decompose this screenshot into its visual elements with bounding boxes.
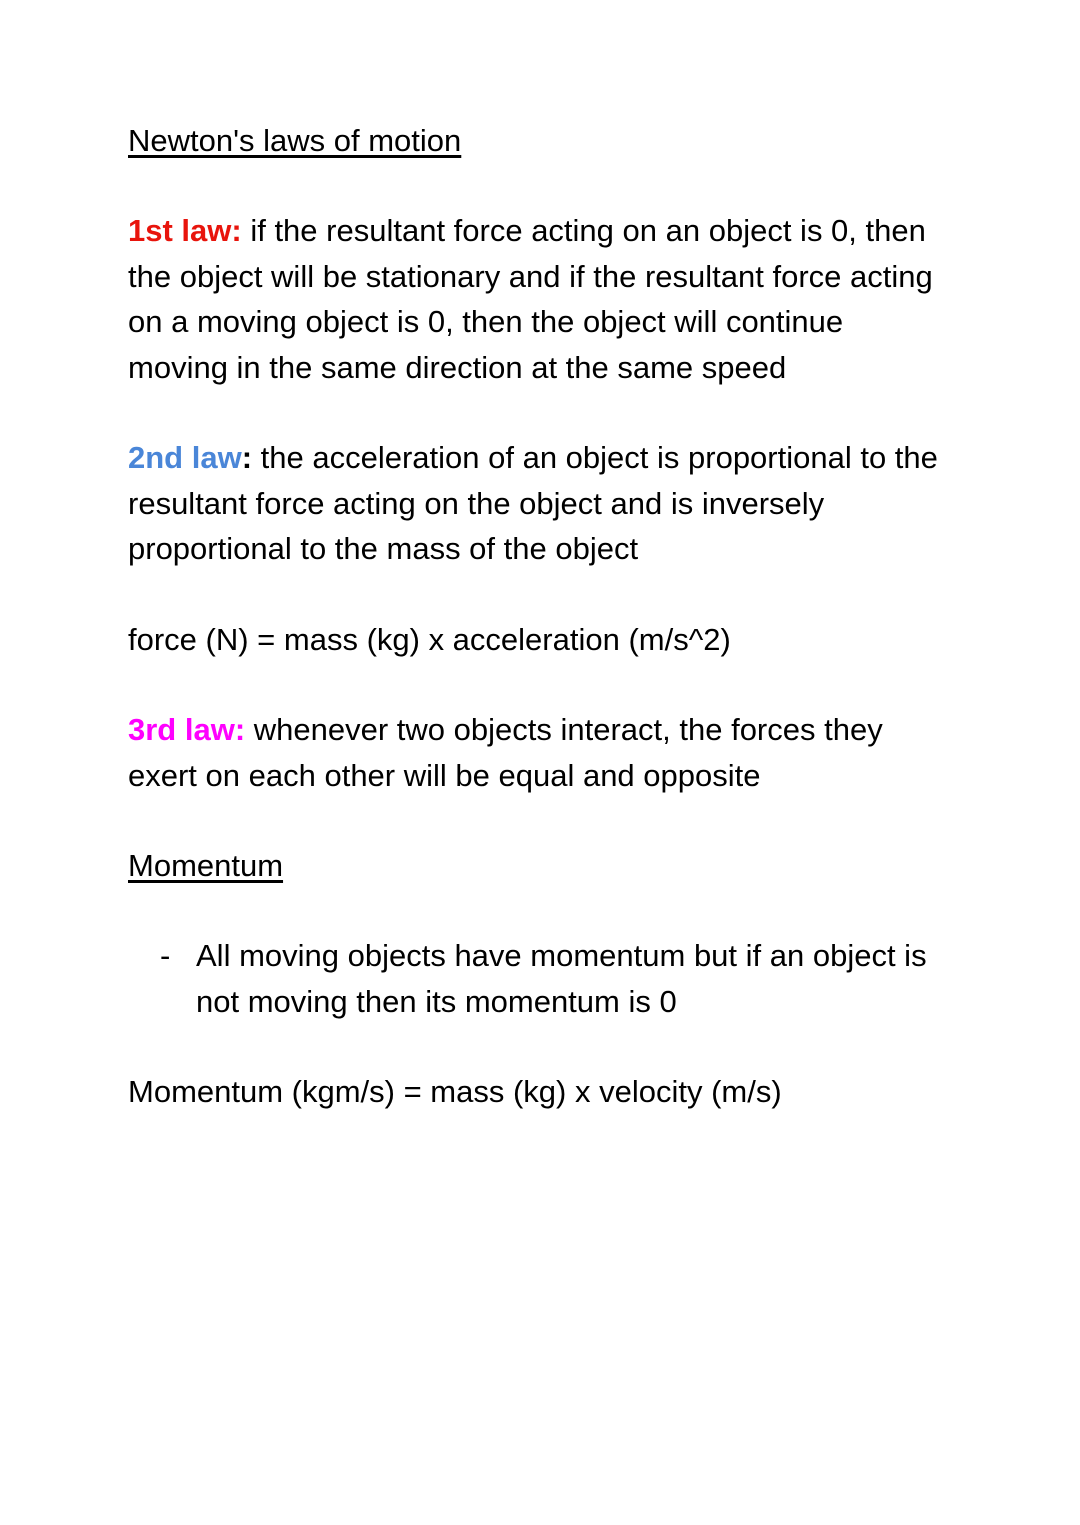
force-equation: force (N) = mass (kg) x acceleration (m/s^2)	[128, 621, 731, 657]
second-law-text: the acceleration of an object is proportional to the resultant force acting on the object and is inversely proportional to the mass of the object	[128, 440, 938, 566]
second-law-label: 2nd law	[128, 440, 242, 475]
third-law-label: 3rd law:	[128, 712, 246, 747]
page-title-text: Newton's laws of motion	[128, 123, 462, 158]
momentum-heading	[128, 843, 945, 888]
third-law-text: whenever two objects interact, the forces they exert on each other will be equal and opposite	[128, 712, 883, 793]
list-item-text: All moving objects have momentum but if an object is not moving then its momentum is 0	[196, 938, 927, 1019]
momentum-equation: Momentum (kgm/s) = mass (kg) x velocity (m/s)	[128, 1074, 782, 1109]
bullet-marker-icon: -	[160, 938, 171, 973]
first-law-paragraph	[128, 208, 945, 390]
spacer	[128, 798, 945, 843]
list-item	[128, 933, 945, 1024]
spacer	[128, 163, 945, 208]
spacer	[128, 1024, 945, 1069]
second-law-paragraph	[128, 435, 945, 572]
momentum-heading-text: Momentum	[128, 848, 284, 883]
second-law-colon: :	[241, 440, 253, 475]
momentum-bullet-list	[128, 933, 945, 1024]
first-law-label: 1st law:	[128, 213, 242, 248]
spacer	[128, 662, 945, 707]
spacer	[128, 888, 945, 933]
first-law-text: if the resultant force acting on an object is 0, then the object will be stationary and if the resultant force acting on a moving object is 0, then the object will continue moving in the same direction at the same speed	[128, 213, 933, 385]
page-title	[128, 118, 945, 163]
spacer	[128, 390, 945, 435]
spacer	[128, 572, 945, 617]
third-law-paragraph	[128, 707, 940, 798]
